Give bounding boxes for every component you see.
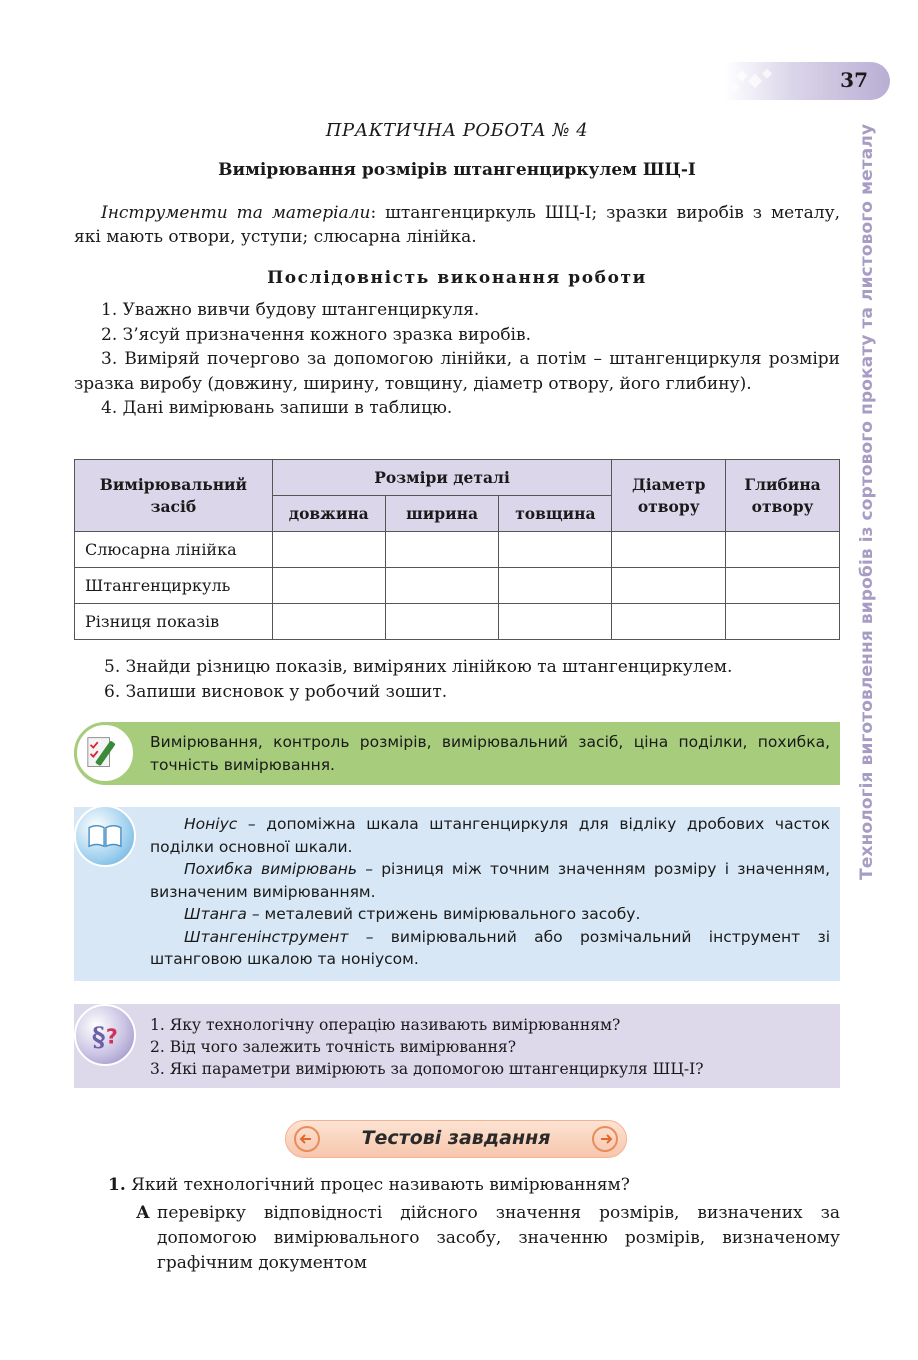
empty-cell: [499, 604, 612, 640]
header-width: ширина: [385, 496, 499, 532]
step-item: 4. Дані вимірювань запиши в таблицю.: [101, 398, 453, 418]
glossary-text: [150, 813, 830, 971]
glossary-definition: – різниця між точним значенням розміру і значенням, визначеним вимірюванням.: [150, 860, 830, 901]
practical-work-heading: ПРАКТИЧНА РОБОТА № 4: [325, 120, 589, 141]
answer-text: перевірку відповідності дійсного значення розмірів, визначених за допомогою вимірювального засобу, значенню розмірів, визначеному графічним документом: [157, 1203, 840, 1273]
row-label: Різниця показів: [75, 604, 273, 640]
practical-work-subheading: Вимірювання розмірів штангенциркулем ШЦ-І: [218, 160, 696, 180]
glossary-definition: – металевий стрижень вимірювального засобу.: [246, 905, 641, 923]
glossary-entry: [150, 858, 830, 903]
test-question: [74, 1173, 840, 1198]
empty-cell: [272, 568, 385, 604]
step-item: 6. Запиши висновок у робочий зошит.: [104, 682, 448, 702]
page-number: 37: [840, 68, 868, 92]
empty-cell: [499, 568, 612, 604]
header-thickness: товщина: [499, 496, 612, 532]
keywords-box: [74, 722, 840, 785]
instruments-text: : штангенциркуль ШЦ-І; зразки виробів з металу, які мають отвори, уступи; слюсарна лінійка.: [74, 203, 840, 247]
instruments-label: Інструменти та матеріали: [101, 203, 371, 223]
answer-option: [136, 1201, 840, 1276]
side-chapter-title: Технологія виготовлення виробів із сортового прокату та листового металу: [857, 123, 877, 880]
header-depth: Глибина отвору: [726, 460, 840, 532]
question-text: Який технологічний процес називають вимірюванням?: [131, 1175, 630, 1195]
question-number: 1.: [108, 1175, 126, 1195]
measurement-table: [74, 459, 840, 640]
instruments-paragraph: [74, 201, 840, 249]
glossary-term: Штанга: [184, 905, 247, 923]
empty-cell: [726, 532, 840, 568]
empty-cell: [272, 604, 385, 640]
glossary-term: Похибка вимірювань: [184, 860, 358, 878]
step-item: 2. З’ясуй призначення кожного зразка виробів.: [101, 324, 531, 345]
step-item: 3. Виміряй почергово за допомогою лінійки, а потім – штангенциркуля розміри зразка виробу (довжину, ширину, товщину, діаметр отвору, його глибину).: [74, 349, 840, 394]
glossary-entry: [150, 926, 830, 971]
empty-cell: [726, 568, 840, 604]
keywords-text: Вимірювання, контроль розмірів, вимірювальний засіб, ціна поділки, похибка, точність вимірювання.: [150, 733, 830, 774]
page-number-tab: [724, 62, 890, 100]
test-tasks-title: Тестові завдання: [361, 1127, 551, 1149]
empty-cell: [385, 604, 499, 640]
svg-text:§: §: [91, 1021, 106, 1053]
question-section-icon: [74, 1004, 136, 1066]
open-book-icon: [74, 805, 136, 867]
empty-cell: [385, 568, 499, 604]
empty-cell: [612, 604, 726, 640]
empty-cell: [612, 532, 726, 568]
header-length: довжина: [272, 496, 385, 532]
sequence-heading: Послідовність виконання роботи: [267, 268, 647, 288]
answer-letter: А: [136, 1203, 150, 1223]
header-tool: Вимірювальний засіб: [75, 460, 273, 532]
ornament-icon: [724, 62, 784, 100]
question-item: 1. Яку технологічну операцію називають вимірюванням?: [150, 1016, 621, 1034]
step-item: 1. Уважно вивчи будову штангенциркуля.: [101, 300, 480, 320]
question-item: 2. Від чого залежить точність вимірювання?: [150, 1038, 517, 1056]
row-label: Штангенциркуль: [75, 568, 273, 604]
empty-cell: [272, 532, 385, 568]
arrow-right-icon: [590, 1124, 620, 1154]
questions-list: [150, 1014, 840, 1080]
empty-cell: [726, 604, 840, 640]
empty-cell: [385, 532, 499, 568]
table-row: [75, 604, 840, 640]
glossary-entry: [150, 903, 830, 926]
empty-cell: [612, 568, 726, 604]
steps-after-list: [74, 655, 840, 705]
row-label: Слюсарна лінійка: [75, 532, 273, 568]
test-tasks-banner: [285, 1120, 627, 1158]
questions-box: [74, 1004, 840, 1088]
glossary-box: [74, 807, 840, 981]
svg-text:?: ?: [105, 1024, 118, 1049]
glossary-entry: [150, 813, 830, 858]
pencil-checklist-icon: [74, 722, 136, 784]
empty-cell: [499, 532, 612, 568]
header-diameter: Діаметр отвору: [612, 460, 726, 532]
table-row: [75, 532, 840, 568]
glossary-definition: – допоміжна шкала штангенциркуля для відліку дробових часток поділки основної шкали.: [150, 815, 830, 856]
steps-list: [74, 298, 840, 421]
glossary-term: Ноніус: [184, 815, 238, 833]
glossary-definition: – вимірювальний або розмічальний інструмент зі штанговою шкалою та ноніусом.: [150, 927, 830, 968]
glossary-term: Штангенінструмент: [184, 927, 349, 946]
header-dimensions: Розміри деталі: [272, 460, 612, 496]
question-item: 3. Які параметри вимірюють за допомогою штангенциркуля ШЦ-І?: [150, 1060, 704, 1078]
table-row: [75, 568, 840, 604]
step-item: 5. Знайди різницю показів, виміряних лінійкою та штангенциркулем.: [104, 657, 733, 677]
